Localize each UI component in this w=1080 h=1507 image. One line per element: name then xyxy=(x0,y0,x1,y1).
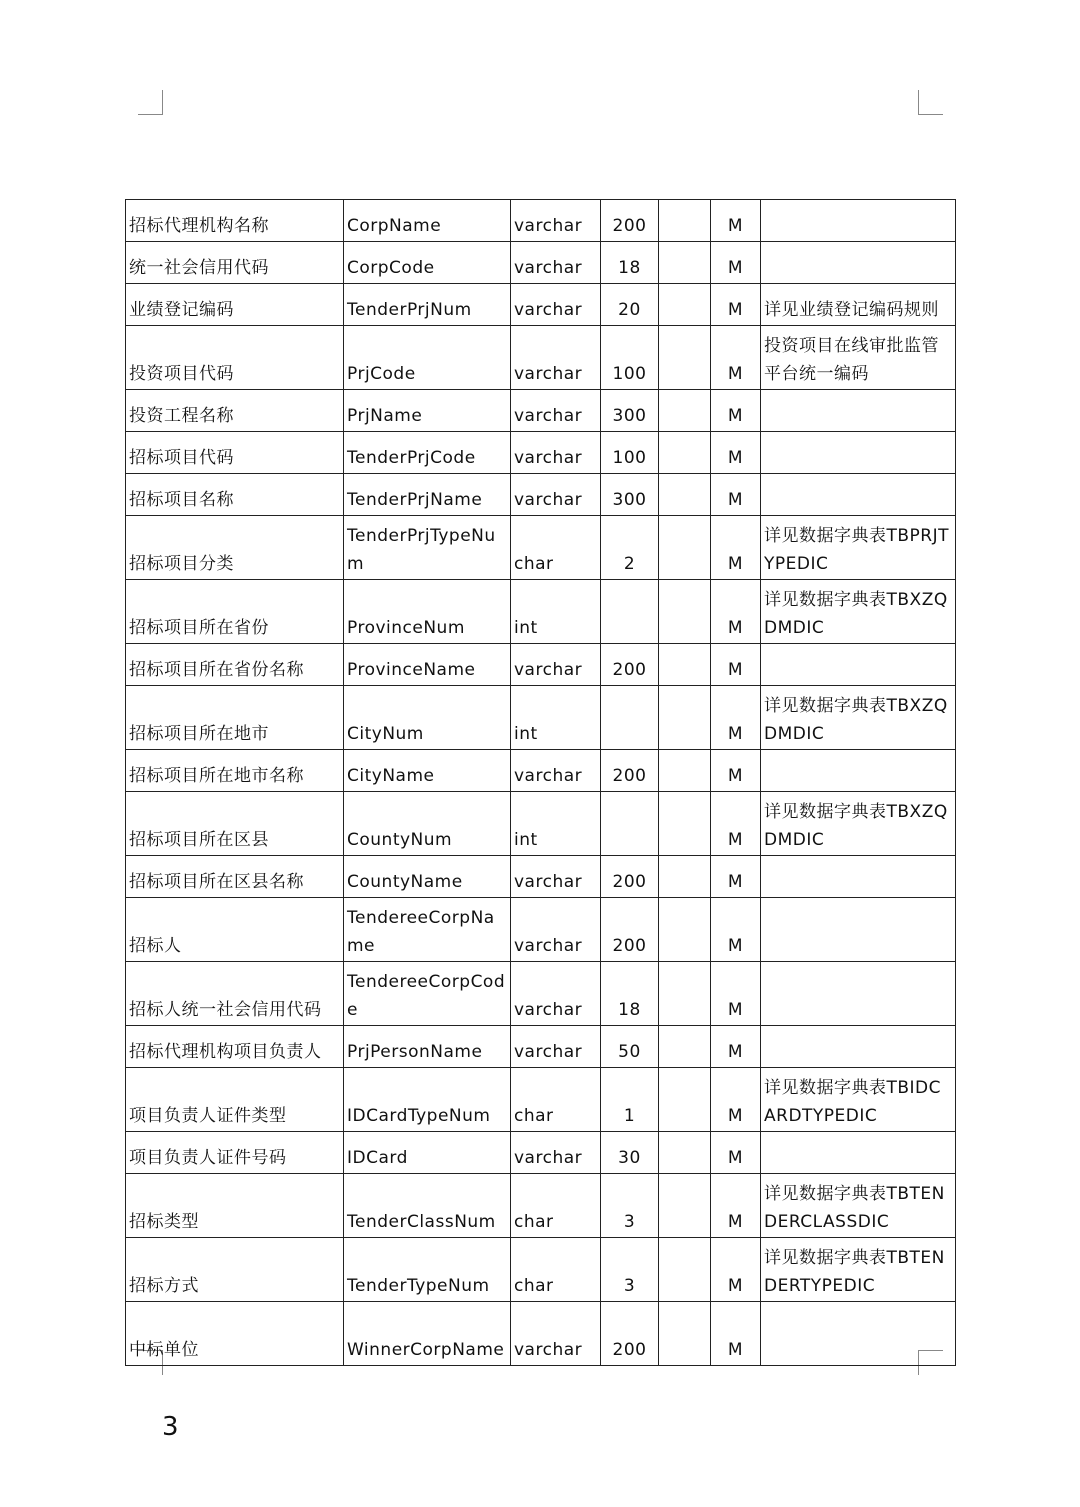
field-blank xyxy=(659,1026,711,1068)
field-required: M xyxy=(711,856,761,898)
table-row xyxy=(126,1026,956,1068)
field-type: varchar xyxy=(511,644,601,686)
field-cn-name: 招标项目所在省份名称 xyxy=(126,644,344,686)
field-blank xyxy=(659,432,711,474)
table-row xyxy=(126,200,956,242)
table-row xyxy=(126,326,956,390)
field-length: 200 xyxy=(601,1302,659,1366)
field-cn-name: 招标项目所在省份 xyxy=(126,580,344,644)
field-required: M xyxy=(711,432,761,474)
field-type: varchar xyxy=(511,856,601,898)
field-cn-name: 招标类型 xyxy=(126,1174,344,1238)
field-code: TenderPrjTypeNum xyxy=(344,516,511,580)
field-type: varchar xyxy=(511,284,601,326)
field-length xyxy=(601,580,659,644)
field-blank xyxy=(659,792,711,856)
field-length: 50 xyxy=(601,1026,659,1068)
field-remark xyxy=(761,1132,956,1174)
field-required: M xyxy=(711,1068,761,1132)
field-cn-name: 项目负责人证件号码 xyxy=(126,1132,344,1174)
field-remark xyxy=(761,432,956,474)
field-code: TenderPrjCode xyxy=(344,432,511,474)
field-code: CorpCode xyxy=(344,242,511,284)
field-required: M xyxy=(711,686,761,750)
field-code: CityNum xyxy=(344,686,511,750)
field-cn-name: 招标代理机构名称 xyxy=(126,200,344,242)
field-code: TenderClassNum xyxy=(344,1174,511,1238)
table-row xyxy=(126,792,956,856)
field-length: 3 xyxy=(601,1238,659,1302)
field-length: 100 xyxy=(601,432,659,474)
field-blank xyxy=(659,242,711,284)
field-length xyxy=(601,686,659,750)
field-required: M xyxy=(711,284,761,326)
field-cn-name: 业绩登记编码 xyxy=(126,284,344,326)
field-length: 100 xyxy=(601,326,659,390)
field-length: 200 xyxy=(601,856,659,898)
field-code: PrjName xyxy=(344,390,511,432)
crop-mark-top-right xyxy=(918,90,943,115)
field-blank xyxy=(659,1174,711,1238)
field-blank xyxy=(659,1068,711,1132)
field-required: M xyxy=(711,1238,761,1302)
field-code: TendereeCorpName xyxy=(344,898,511,962)
field-type: int xyxy=(511,792,601,856)
field-length: 18 xyxy=(601,242,659,284)
field-cn-name: 招标项目分类 xyxy=(126,516,344,580)
table-row xyxy=(126,432,956,474)
field-code: TenderPrjName xyxy=(344,474,511,516)
field-type: char xyxy=(511,1238,601,1302)
field-length xyxy=(601,792,659,856)
field-cn-name: 招标项目所在地市 xyxy=(126,686,344,750)
field-type: char xyxy=(511,516,601,580)
field-type: varchar xyxy=(511,474,601,516)
field-blank xyxy=(659,750,711,792)
field-code: CountyNum xyxy=(344,792,511,856)
field-length: 2 xyxy=(601,516,659,580)
field-required: M xyxy=(711,580,761,644)
table-row xyxy=(126,750,956,792)
field-remark: 详见数据字典表TBTENDERTYPEDIC xyxy=(761,1238,956,1302)
field-blank xyxy=(659,644,711,686)
field-required: M xyxy=(711,516,761,580)
page-number: 3 xyxy=(162,1412,179,1442)
field-blank xyxy=(659,580,711,644)
field-type: varchar xyxy=(511,200,601,242)
field-length: 300 xyxy=(601,390,659,432)
field-blank xyxy=(659,1132,711,1174)
field-type: char xyxy=(511,1174,601,1238)
field-remark: 详见数据字典表TBXZQDMDIC xyxy=(761,686,956,750)
field-code: TenderPrjNum xyxy=(344,284,511,326)
field-remark xyxy=(761,644,956,686)
field-remark: 详见数据字典表TBXZQDMDIC xyxy=(761,580,956,644)
field-required: M xyxy=(711,390,761,432)
field-cn-name: 招标人 xyxy=(126,898,344,962)
field-code: WinnerCorpName xyxy=(344,1302,511,1366)
field-code: ProvinceName xyxy=(344,644,511,686)
field-type: varchar xyxy=(511,1302,601,1366)
field-code: CountyName xyxy=(344,856,511,898)
table-row xyxy=(126,644,956,686)
field-required: M xyxy=(711,792,761,856)
table-row xyxy=(126,284,956,326)
field-code: CorpName xyxy=(344,200,511,242)
field-cn-name: 招标项目代码 xyxy=(126,432,344,474)
field-remark: 详见数据字典表TBTENDERCLASSDIC xyxy=(761,1174,956,1238)
field-blank xyxy=(659,962,711,1026)
field-required: M xyxy=(711,962,761,1026)
field-cn-name: 招标项目名称 xyxy=(126,474,344,516)
field-required: M xyxy=(711,200,761,242)
field-blank xyxy=(659,516,711,580)
table-row xyxy=(126,856,956,898)
field-code: IDCardTypeNum xyxy=(344,1068,511,1132)
field-required: M xyxy=(711,644,761,686)
field-remark xyxy=(761,474,956,516)
field-length: 1 xyxy=(601,1068,659,1132)
field-length: 200 xyxy=(601,750,659,792)
field-length: 18 xyxy=(601,962,659,1026)
field-type: varchar xyxy=(511,1026,601,1068)
field-remark: 详见业绩登记编码规则 xyxy=(761,284,956,326)
field-remark xyxy=(761,1302,956,1366)
field-cn-name: 招标项目所在区县名称 xyxy=(126,856,344,898)
field-code: IDCard xyxy=(344,1132,511,1174)
field-blank xyxy=(659,1238,711,1302)
field-code: PrjPersonName xyxy=(344,1026,511,1068)
field-type: varchar xyxy=(511,962,601,1026)
field-cn-name: 中标单位 xyxy=(126,1302,344,1366)
table-row xyxy=(126,1132,956,1174)
field-type: varchar xyxy=(511,750,601,792)
field-required: M xyxy=(711,1174,761,1238)
field-remark: 详见数据字典表TBPRJTYPEDIC xyxy=(761,516,956,580)
field-cn-name: 统一社会信用代码 xyxy=(126,242,344,284)
field-required: M xyxy=(711,1302,761,1366)
table-row xyxy=(126,390,956,432)
field-blank xyxy=(659,326,711,390)
field-remark xyxy=(761,962,956,1026)
table-row xyxy=(126,580,956,644)
field-remark xyxy=(761,200,956,242)
field-blank xyxy=(659,898,711,962)
crop-mark-top-left xyxy=(138,90,163,115)
field-cn-name: 投资工程名称 xyxy=(126,390,344,432)
field-length: 200 xyxy=(601,200,659,242)
field-cn-name: 招标项目所在区县 xyxy=(126,792,344,856)
field-code: TenderTypeNum xyxy=(344,1238,511,1302)
field-required: M xyxy=(711,1132,761,1174)
field-remark xyxy=(761,750,956,792)
field-type: int xyxy=(511,580,601,644)
field-remark: 投资项目在线审批监管平台统一编码 xyxy=(761,326,956,390)
field-required: M xyxy=(711,474,761,516)
field-cn-name: 招标人统一社会信用代码 xyxy=(126,962,344,1026)
field-required: M xyxy=(711,750,761,792)
field-required: M xyxy=(711,326,761,390)
field-remark xyxy=(761,390,956,432)
table-row xyxy=(126,1302,956,1366)
table-row xyxy=(126,1068,956,1132)
field-code: ProvinceNum xyxy=(344,580,511,644)
field-type: varchar xyxy=(511,390,601,432)
table-row xyxy=(126,1174,956,1238)
field-type: varchar xyxy=(511,898,601,962)
field-code: PrjCode xyxy=(344,326,511,390)
field-type: varchar xyxy=(511,242,601,284)
field-type: varchar xyxy=(511,326,601,390)
field-length: 200 xyxy=(601,644,659,686)
field-remark: 详见数据字典表TBXZQDMDIC xyxy=(761,792,956,856)
field-type: varchar xyxy=(511,432,601,474)
field-type: varchar xyxy=(511,1132,601,1174)
field-length: 300 xyxy=(601,474,659,516)
field-required: M xyxy=(711,898,761,962)
field-code: TendereeCorpCode xyxy=(344,962,511,1026)
field-required: M xyxy=(711,1026,761,1068)
field-remark: 详见数据字典表TBIDCARDTYPEDIC xyxy=(761,1068,956,1132)
table-row xyxy=(126,962,956,1026)
field-remark xyxy=(761,1026,956,1068)
table-row xyxy=(126,686,956,750)
field-length: 20 xyxy=(601,284,659,326)
field-cn-name: 招标项目所在地市名称 xyxy=(126,750,344,792)
field-remark xyxy=(761,242,956,284)
table-row xyxy=(126,242,956,284)
field-cn-name: 项目负责人证件类型 xyxy=(126,1068,344,1132)
field-blank xyxy=(659,686,711,750)
field-remark xyxy=(761,856,956,898)
field-blank xyxy=(659,856,711,898)
field-length: 200 xyxy=(601,898,659,962)
field-remark xyxy=(761,898,956,962)
field-blank xyxy=(659,284,711,326)
field-blank xyxy=(659,474,711,516)
field-blank xyxy=(659,200,711,242)
field-type: char xyxy=(511,1068,601,1132)
field-cn-name: 招标代理机构项目负责人 xyxy=(126,1026,344,1068)
field-blank xyxy=(659,390,711,432)
field-required: M xyxy=(711,242,761,284)
field-blank xyxy=(659,1302,711,1366)
table-row xyxy=(126,516,956,580)
field-cn-name: 招标方式 xyxy=(126,1238,344,1302)
field-cn-name: 投资项目代码 xyxy=(126,326,344,390)
table-row xyxy=(126,474,956,516)
field-type: int xyxy=(511,686,601,750)
table-row xyxy=(126,898,956,962)
field-length: 30 xyxy=(601,1132,659,1174)
field-length: 3 xyxy=(601,1174,659,1238)
field-spec-table xyxy=(125,199,956,1366)
field-code: CityName xyxy=(344,750,511,792)
table-row xyxy=(126,1238,956,1302)
